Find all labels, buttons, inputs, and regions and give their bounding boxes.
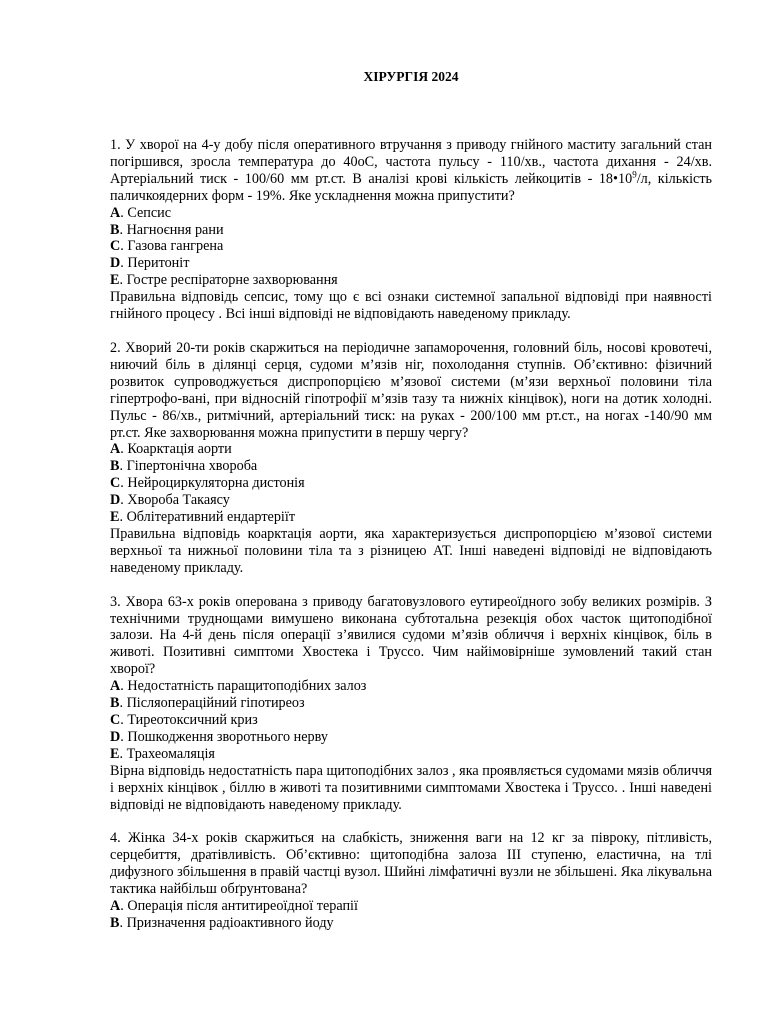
answer-option-d (110, 255, 712, 272)
answer-option-e (110, 509, 712, 526)
option-text: . Гіпертонічна хвороба (119, 458, 258, 475)
answer-explanation: Вірна відповідь недостатність пара щитоподібних залоз , яка проявляється судомами мязів обличчя і верхніх кінцівок , біллю в животі та позитивними симптомами Хвостека і Труссо. . Інші наведені відповіді не відповідають наведеному прикладу. (110, 762, 712, 813)
option-letter: A (110, 204, 121, 221)
answer-option-a (110, 205, 712, 222)
option-letter: C (110, 475, 121, 492)
question-4 (110, 830, 712, 931)
answer-option-b (110, 915, 712, 932)
exponent: 9 (632, 169, 637, 180)
option-text: . Післяопераційний гіпотиреоз (119, 695, 305, 712)
answer-option-e (110, 746, 712, 763)
answer-option-a (110, 678, 712, 695)
document-page (110, 0, 712, 932)
option-letter: B (110, 458, 120, 475)
option-text: . Коарктація аорти (120, 441, 232, 458)
option-text: . Тиреотоксичний криз (120, 712, 258, 728)
answer-option-b (110, 222, 712, 239)
option-letter: A (110, 441, 121, 458)
answer-option-a (110, 898, 712, 915)
option-text: . Нагноєння рани (119, 221, 224, 238)
option-letter: A (110, 898, 121, 915)
option-letter: C (110, 238, 121, 255)
answer-explanation: Правильна відповідь коарктація аорти, яка характеризується диспропорцією м’язової системи верхньої та нижньої половини тіла та з різницею АТ. Інші наведені відповіді не відповідають наведеному прикладу. (110, 525, 712, 576)
answer-option-e (110, 272, 712, 289)
answer-option-d (110, 492, 712, 509)
option-letter: E (110, 509, 120, 526)
option-letter: D (110, 728, 121, 745)
option-text: . Трахеомаляція (119, 745, 215, 762)
option-text: . Недостатність паращитоподібних залоз (120, 678, 367, 695)
option-letter: B (110, 695, 120, 712)
question-3 (110, 594, 712, 814)
option-text: . Призначення радіоактивного йоду (119, 914, 334, 931)
option-letter: B (110, 221, 120, 238)
option-text: . Газова гангрена (120, 238, 224, 255)
question-stem: 3. Хвора 63-х років оперована з приводу багатовузлового еутиреоїдного зобу великих розмірів. З технічними труднощами вимушено виконана субтотальна резекція обох часток щитоподібної залози. На 4-й день після операції з’явилися судоми м’язів обличчя і верхніх кінцівок, біль в животі. Позитивні симптоми Хвостека і Труссо. Чим найімовірніше зумовлений такий стан хворої? (110, 593, 712, 678)
option-letter: C (110, 712, 121, 728)
option-text: . Нейроциркуляторна дистонія (120, 475, 305, 492)
option-letter: D (110, 492, 121, 509)
question-2 (110, 340, 712, 577)
question-1 (110, 137, 712, 323)
question-stem-text: /л, кількість паличкоядерних форм - 19%. Яке ускладнення можна припустити? (110, 170, 712, 204)
option-letter: D (110, 255, 121, 272)
answer-explanation: Правильна відповідь сепсис, тому що є всі ознаки системної запальної відповіді при наявності гнійного процесу . Всі інші відповіді не відповідають наведеному прикладу. (110, 289, 712, 323)
option-text: . Перитоніт (120, 255, 190, 272)
answer-option-d (110, 729, 712, 746)
page-title: ХІРУРГІЯ 2024 (363, 69, 459, 84)
option-letter: B (110, 914, 120, 931)
option-text: . Хвороба Такаясу (120, 492, 230, 509)
option-letter: A (110, 678, 121, 695)
option-text: . Пошкодження зворотнього нерву (120, 728, 328, 745)
option-text: . Сепсис (120, 204, 172, 221)
option-letter: E (110, 745, 120, 762)
answer-option-c (110, 712, 712, 729)
option-text: . Гостре респіраторне захворювання (119, 272, 338, 289)
question-stem (110, 137, 712, 205)
option-letter: E (110, 272, 120, 289)
answer-option-a (110, 441, 712, 458)
answer-option-b (110, 458, 712, 475)
question-stem: 2. Хворий 20-ти років скаржиться на періодичне запаморочення, головний біль, носові кровотечі, ниючий біль в ділянці серця, судоми м’язів ніг, похолодання ступнів. Об’єктивно: фізичний розвиток супроводжується диспропорцією м’язової системи (м’язи верхньої половини тіла гіпертрофо-вані, при відносній гіпотрофії м’язів тазу та нижніх кінцівок), ноги на дотик холодні. Пульс - 86/хв., ритмічний, артеріальний тиск: на руках - 200/100 мм рт.ст., на ногах -140/90 мм рт.ст. Яке захворювання можна припустити в першу чергу? (110, 339, 712, 441)
answer-option-b (110, 695, 712, 712)
question-stem-text: 1. У хворої на 4-у добу після оперативного втручання з приводу гнійного маститу загальний стан погіршився, зросла температура до 40оС, частота пульсу - 110/хв., частота дихання - 24/хв. Артеріальний тиск - 100/60 мм рт.ст. В аналізі крові кількість лейкоцитів - 18•10 (110, 137, 712, 187)
question-stem: 4. Жінка 34-х років скаржиться на слабкість, зниження ваги на 12 кг за півроку, пітливість, серцебиття, дратівливість. Об’єктивно: щитоподібна залоза ІІІ ступеню, еластична, на тлі дифузного збільшення в правій частці вузол. Шийні лімфатичні вузли не збільшені. Яка лікувальна тактика найбільш обґрунтована? (110, 830, 712, 898)
option-text: . Облітеративний ендартеріїт (119, 509, 296, 526)
answer-option-c (110, 475, 712, 492)
answer-option-c (110, 238, 712, 255)
option-text: . Операція після антитиреоїдної терапії (120, 898, 358, 915)
